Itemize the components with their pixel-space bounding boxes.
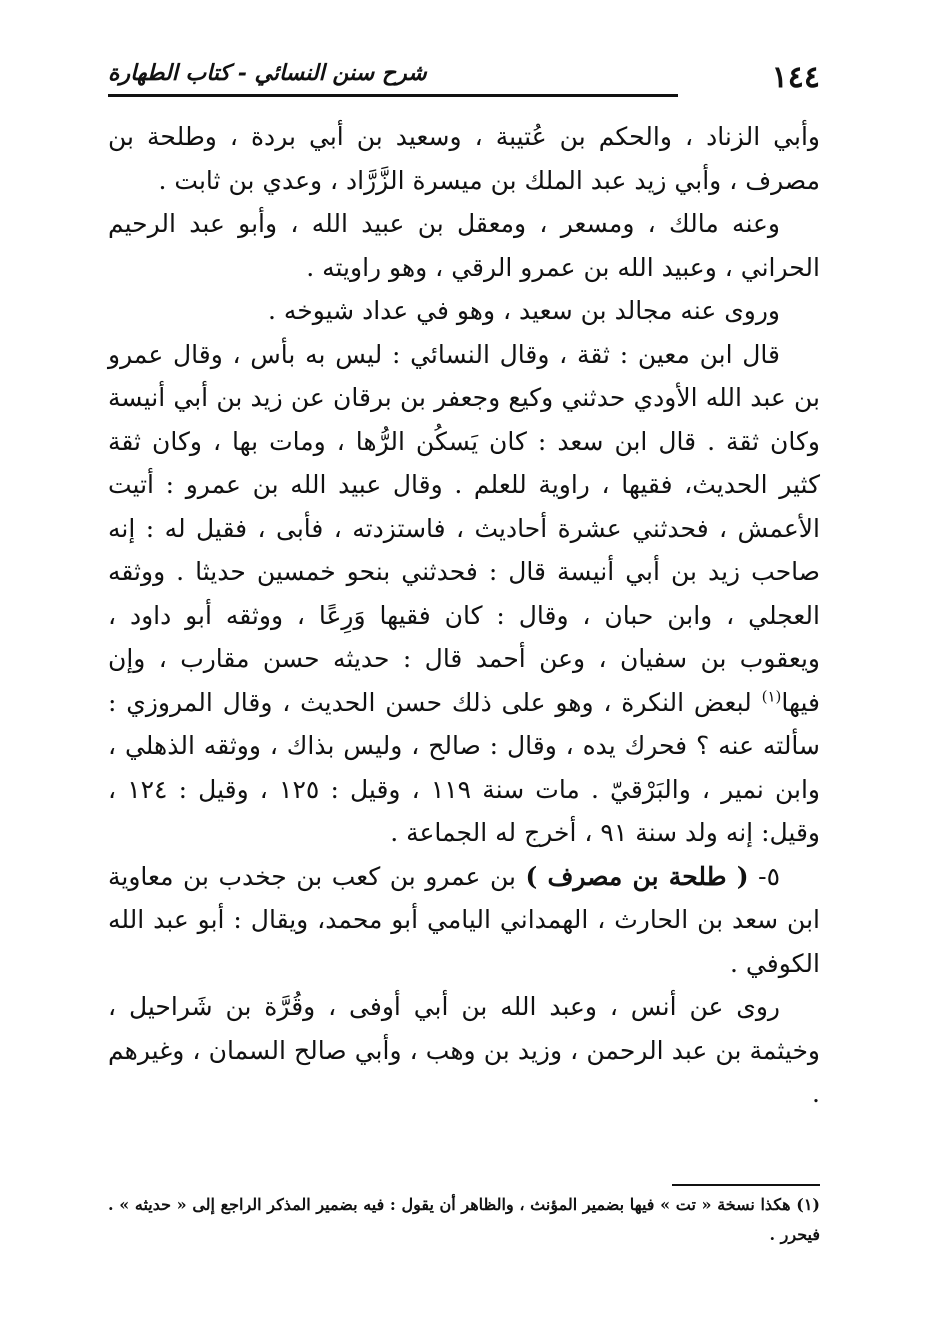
page-header <box>108 58 820 104</box>
footnote: (١) هكذا نسخة « تت » فيها بضمير المؤنث ، والظاهر أن يقول : فيه بضمير المذكر الراجع إلى « حديثه » . فيحرر . <box>108 1195 820 1244</box>
footnote-rule <box>672 1184 820 1186</box>
paragraph <box>108 855 820 986</box>
narrator-name: ( طلحة بن مصرف ) <box>525 861 749 891</box>
page-number: ١٤٤ <box>771 60 820 95</box>
main-text <box>108 115 820 1116</box>
paragraph-text: قال ابن معين : ثقة ، وقال النسائي : ليس به بأس ، وقال عمرو بن عبد الله الأودي حدثني وكيع وجعفر بن برقان عن زيد بن أبي أنيسة وكان ثقة . قال ابن سعد : كان يَسكُن الرُّها ، ومات بها ، وكان ثقة كثير الحديث، فقيها ، راوية للعلم . وقال عبيد الله بن عمرو : أتيت الأعمش ، فحدثني عشرة أحاديث ، فاستزدته ، فأبى ، فقيل له : إنه صاحب زيد بن أبي أنيسة قال : فحدثني بنحو خمسين حديثا . ووثقه العجلي ، وابن حبان ، وقال : كان فقيها وَرِعًا ، ووثقه أبو داود ، ويعقوب بن سفيان ، وعن أحمد قال : حديثه حسن مقارب ، وإن فيها <box>108 339 820 717</box>
paragraph: وأبي الزناد ، والحكم بن عُتيبة ، وسعيد بن أبي بردة ، وطلحة بن مصرف ، وأبي زيد عبد الملك بن ميسرة الزَّرَّاد ، وعدي بن ثابت . <box>108 122 820 195</box>
paragraph-text: لبعض النكرة ، وهو على ذلك حسن الحديث ، وقال المروزي : سألته عنه ؟ فحرك يده ، وقال : صالح ، وليس بذاك ، ووثقه الذهلي ، وابن نمير ، والبَرْقيّ . مات سنة ١١٩ ، وقيل : ١٢٥ ، وقيل : ١٢٤ ، وقيل: إنه ولد سنة ٩١ ، أخرج له الجماعة . <box>108 687 821 847</box>
entry-number: ٥- <box>748 861 780 891</box>
footnotes <box>108 1190 820 1250</box>
header-rule <box>108 94 678 97</box>
paragraph: روى عن أنس ، وعبد الله بن أبي أوفى ، وقُرَّة بن شَراحيل ، وخيثمة بن عبد الرحمن ، وزيد بن وهب ، وأبي صالح السمان ، وغيرهم . <box>108 992 820 1108</box>
running-title: شرح سنن النسائي - كتاب الطهارة <box>108 60 427 86</box>
paragraph: وروى عنه مجالد بن سعيد ، وهو في عداد شيوخه . <box>267 296 780 325</box>
paragraph <box>108 333 820 855</box>
paragraph-text: بن عمرو بن كعب بن جخدب بن معاوية ابن سعد بن الحارث ، الهمداني اليامي أبو محمد، ويقال : أبو عبد الله الكوفي . <box>108 861 820 978</box>
paragraph: وعنه مالك ، ومسعر ، ومعقل بن عبيد الله ، وأبو عبد الرحيم الحراني ، وعبيد الله بن عمرو الرقي ، وهو راويته . <box>108 209 820 282</box>
footnote-marker: (١) <box>761 687 782 706</box>
